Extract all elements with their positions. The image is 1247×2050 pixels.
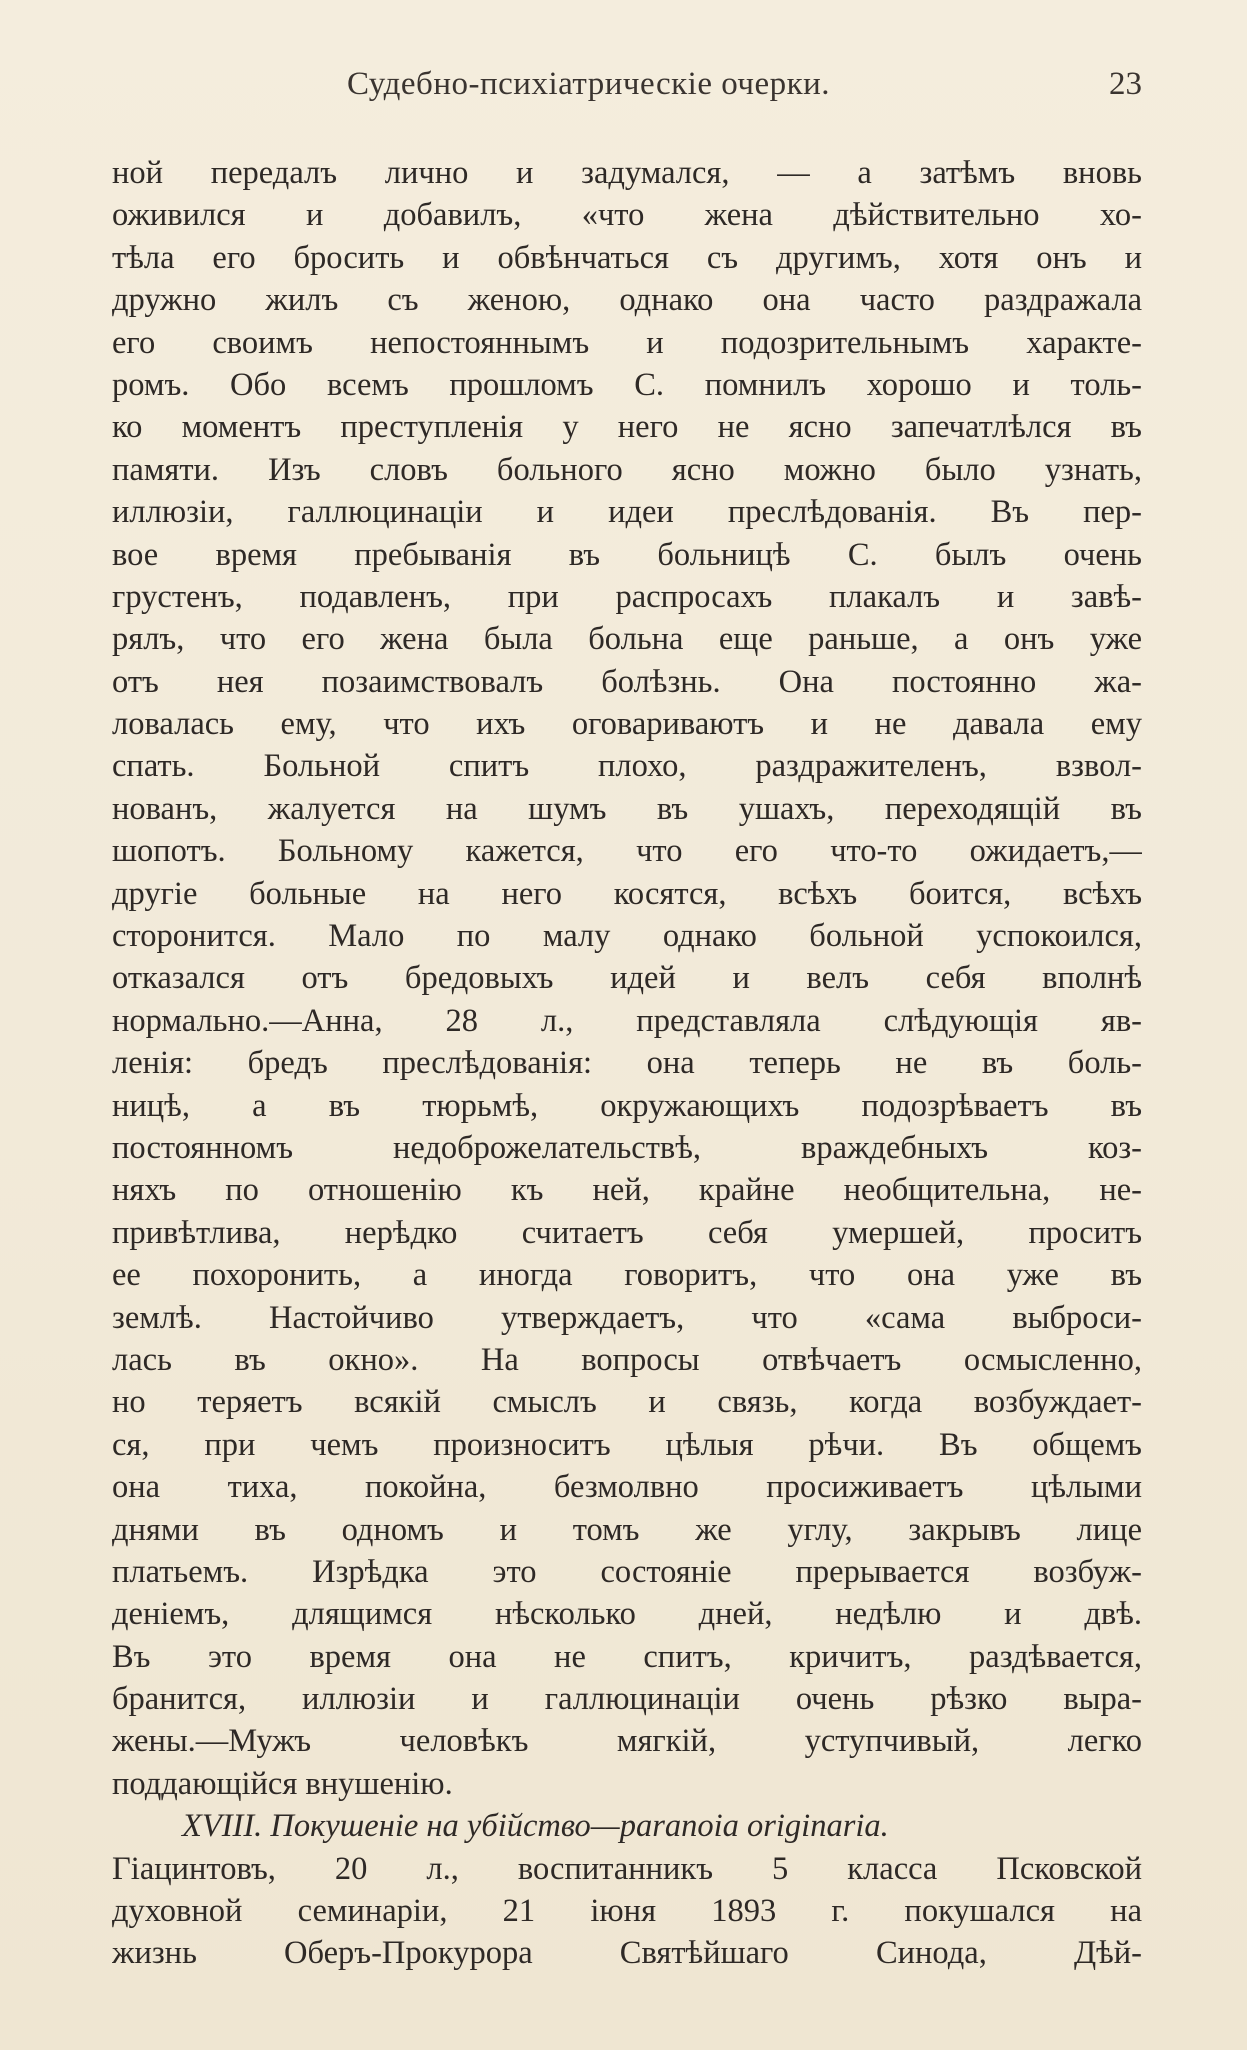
text-line: ловалась ему, что ихъ оговариваютъ и не давала ему — [112, 706, 1142, 743]
text-line: ее похоронить, а иногда говоритъ, что она уже въ — [112, 1257, 1142, 1294]
text-line: она тиха, покойна, безмолвно просиживаетъ цѣлыми — [112, 1469, 1142, 1506]
text-line: духовной семинаріи, 21 іюня 1893 г. покушался на — [112, 1893, 1142, 1930]
text-line: но теряетъ всякій смыслъ и связь, когда возбуждает- — [112, 1384, 1142, 1421]
text-line: другіе больные на него косятся, всѣхъ боится, всѣхъ — [112, 875, 1142, 912]
text-line: рялъ, что его жена была больна еще раньше, а онъ уже — [112, 621, 1142, 658]
text-line: платьемъ. Изрѣдка это состояніе прерывается возбуж- — [112, 1553, 1142, 1590]
text-line: его своимъ непостояннымъ и подозрительнымъ характе- — [112, 324, 1142, 361]
text-line: землѣ. Настойчиво утверждаетъ, что «сама выброси- — [112, 1299, 1142, 1336]
text-line: нованъ, жалуется на шумъ въ ушахъ, переходящій въ — [112, 790, 1142, 827]
text-line: вое время пребыванія въ больницѣ С. былъ очень — [112, 536, 1142, 573]
text-line: привѣтлива, нерѣдко считаетъ себя умершей, проситъ — [112, 1214, 1142, 1251]
text-line: лась въ окно». На вопросы отвѣчаетъ осмысленно, — [112, 1341, 1142, 1378]
text-line: ленія: бредъ преслѣдованія: она теперь не въ боль- — [112, 1045, 1142, 1082]
text-line: Въ это время она не спитъ, кричитъ, раздѣвается, — [112, 1638, 1142, 1675]
text-line: жизнь Оберъ-Прокурора Святѣйшаго Синода, Дѣй- — [112, 1935, 1142, 1972]
text-line: дружно жилъ съ женою, однако она часто раздражала — [112, 282, 1142, 319]
text-line: спать. Больной спитъ плохо, раздражителенъ, взвол- — [112, 748, 1142, 785]
body-text — [112, 152, 1142, 1975]
page-number: 23 — [1109, 66, 1142, 102]
text-line: Гіацинтовъ, 20 л., воспитанникъ 5 класса Псковской — [112, 1850, 1142, 1887]
text-line: ко моментъ преступленія у него не ясно запечатлѣлся въ — [112, 409, 1142, 446]
text-line: ромъ. Обо всемъ прошломъ С. помнилъ хорошо и толь- — [112, 366, 1142, 403]
text-line: нормально.—Анна, 28 л., представляла слѣдующія яв- — [112, 1002, 1142, 1039]
text-line: отказался отъ бредовыхъ идей и велъ себя вполнѣ — [112, 960, 1142, 997]
running-title: Судебно-психіатрическіе очерки. — [347, 66, 831, 102]
text-line: постоянномъ недоброжелательствѣ, враждебныхъ коз- — [112, 1129, 1142, 1166]
text-line: ницѣ, а въ тюрьмѣ, окружающихъ подозрѣваетъ въ — [112, 1087, 1142, 1124]
text-line: шопотъ. Больному кажется, что его что-то ожидаетъ,— — [112, 833, 1142, 870]
section-heading — [112, 1805, 1142, 1847]
text-line: жены.—Мужъ человѣкъ мягкій, уступчивый, легко — [112, 1723, 1142, 1760]
section-heading-text: XVIII. Покушеніе на убійство—paranoia originaria. — [182, 1808, 889, 1845]
text-line: бранится, иллюзіи и галлюцинаціи очень рѣзко выра- — [112, 1681, 1142, 1718]
running-head — [112, 66, 1142, 116]
text-line: памяти. Изъ словъ больного ясно можно было узнать, — [112, 451, 1142, 488]
text-line: деніемъ, длящимся нѣсколько дней, недѣлю и двѣ. — [112, 1596, 1142, 1633]
text-line: отъ нея позаимствовалъ болѣзнь. Она постоянно жа- — [112, 663, 1142, 700]
text-line: сторонится. Мало по малу однако больной успокоился, — [112, 918, 1142, 955]
text-line: тѣла его бросить и обвѣнчаться съ другимъ, хотя онъ и — [112, 239, 1142, 276]
text-line: ся, при чемъ произноситъ цѣлыя рѣчи. Въ общемъ — [112, 1426, 1142, 1463]
text-line: няхъ по отношенію къ ней, крайне необщительна, не- — [112, 1172, 1142, 1209]
text-line: грустенъ, подавленъ, при распросахъ плакалъ и завѣ- — [112, 578, 1142, 615]
text-line: ной передалъ лично и задумался, — а затѣмъ вновь — [112, 155, 1142, 191]
text-line: оживился и добавилъ, «что жена дѣйствительно хо- — [112, 197, 1142, 234]
text-line: иллюзіи, галлюцинаціи и идеи преслѣдованія. Въ пер- — [112, 494, 1142, 531]
text-line: поддающійся внушенію. — [112, 1765, 453, 1802]
text-line: днями въ одномъ и томъ же углу, закрывъ лице — [112, 1511, 1142, 1548]
